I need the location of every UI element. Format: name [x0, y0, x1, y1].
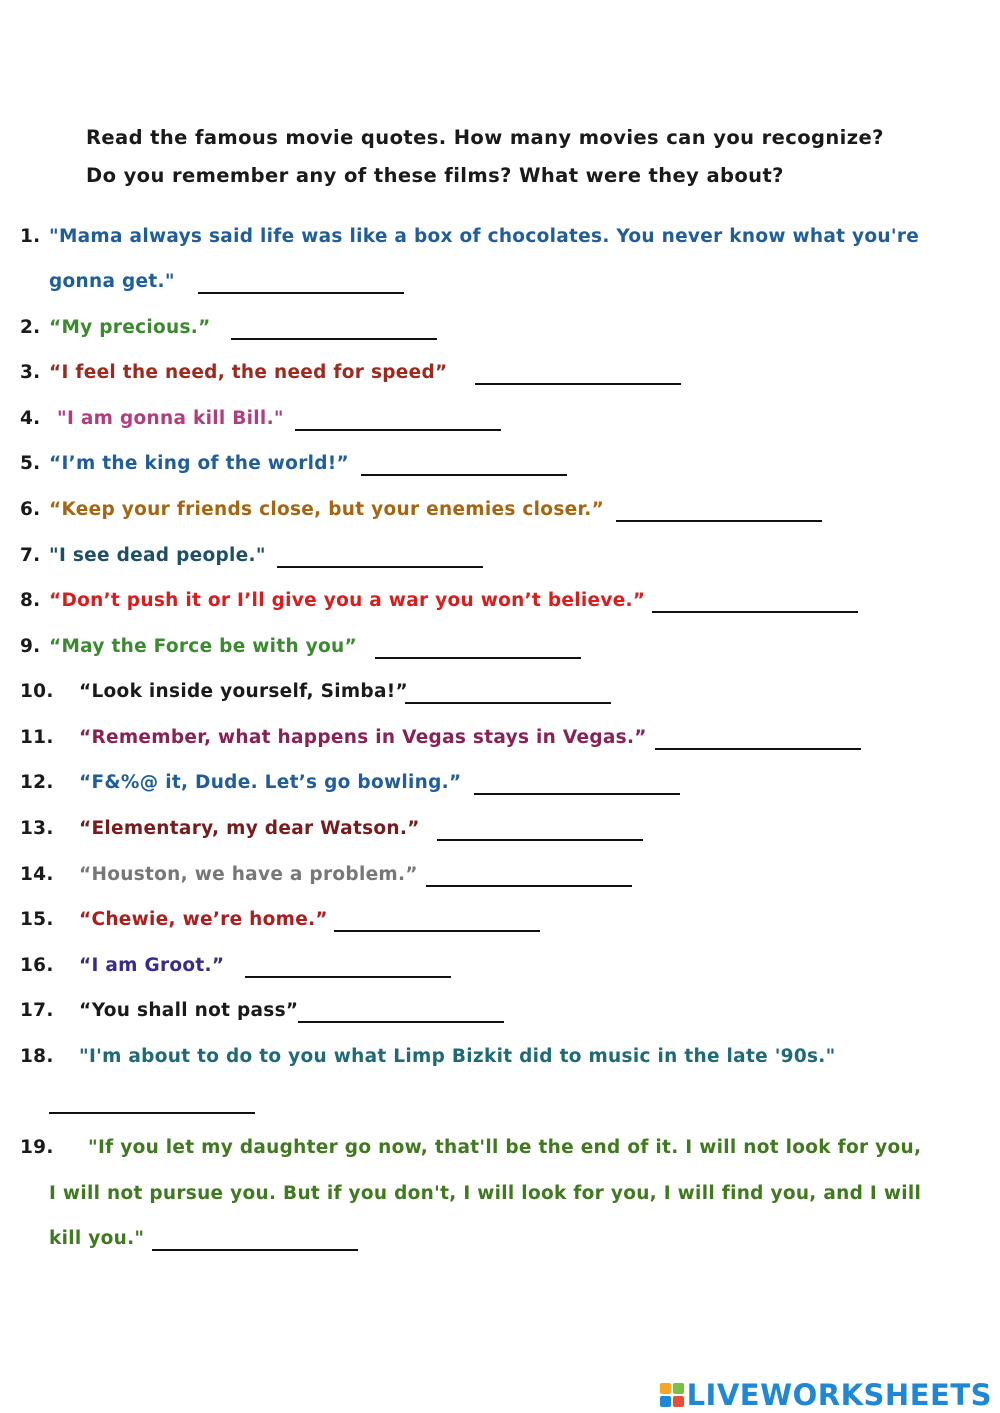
- quote-text: "I see dead people.": [49, 545, 266, 566]
- quote-text: gonna get.": [49, 271, 175, 292]
- quote-text: I will not pursue you. But if you don't, I will look for you, I will find you, and I will: [49, 1183, 922, 1204]
- instruction-line-2: Do you remember any of these films? What were they about?: [86, 164, 784, 187]
- question-number: 10.: [20, 681, 54, 702]
- quote-text: “I am Groot.”: [79, 955, 225, 976]
- answer-blank[interactable]: [49, 1112, 255, 1114]
- quote-text: "I'm about to do to you what Limp Bizkit did to music in the late '90s.": [79, 1046, 836, 1067]
- answer-blank[interactable]: [437, 839, 643, 841]
- question-number: 8.: [20, 590, 41, 611]
- question-number: 3.: [20, 362, 41, 383]
- quote-text: “Houston, we have a problem.”: [79, 864, 418, 885]
- quote-text: “Don’t push it or I’ll give you a war you won’t believe.”: [49, 590, 646, 611]
- quote-text: "I am gonna kill Bill.": [57, 408, 284, 429]
- question-number: 14.: [20, 864, 54, 885]
- answer-blank[interactable]: [198, 292, 404, 294]
- quote-text: "If you let my daughter go now, that'll be the end of it. I will not look for you,: [88, 1137, 922, 1158]
- answer-blank[interactable]: [616, 520, 822, 522]
- question-number: 17.: [20, 1000, 54, 1021]
- question-number: 9.: [20, 636, 41, 657]
- question-number: 16.: [20, 955, 54, 976]
- quote-text: kill you.": [49, 1228, 145, 1249]
- question-number: 1.: [20, 226, 41, 247]
- answer-blank[interactable]: [375, 657, 581, 659]
- answer-blank[interactable]: [295, 429, 501, 431]
- quote-text: “I’m the king of the world!”: [49, 453, 349, 474]
- question-number: 19.: [20, 1137, 54, 1158]
- quote-text: “Elementary, my dear Watson.”: [79, 818, 420, 839]
- quote-text: “May the Force be with you”: [49, 636, 357, 657]
- question-number: 11.: [20, 727, 54, 748]
- quote-text: “My precious.”: [49, 317, 211, 338]
- answer-blank[interactable]: [652, 611, 858, 613]
- answer-blank[interactable]: [152, 1249, 358, 1251]
- answer-blank[interactable]: [426, 885, 632, 887]
- answer-blank[interactable]: [245, 976, 451, 978]
- quote-text: “Chewie, we’re home.”: [79, 909, 328, 930]
- quote-text: “Look inside yourself, Simba!”: [79, 681, 408, 702]
- question-number: 4.: [20, 408, 41, 429]
- liveworksheets-brand[interactable]: [660, 1378, 992, 1412]
- question-number: 12.: [20, 772, 54, 793]
- quote-text: “You shall not pass”: [79, 1000, 299, 1021]
- answer-blank[interactable]: [334, 930, 540, 932]
- instruction-line-1: Read the famous movie quotes. How many movies can you recognize?: [86, 126, 884, 149]
- answer-blank[interactable]: [298, 1021, 504, 1023]
- question-number: 6.: [20, 499, 41, 520]
- question-number: 13.: [20, 818, 54, 839]
- quote-text: “I feel the need, the need for speed”: [49, 362, 448, 383]
- answer-blank[interactable]: [405, 702, 611, 704]
- quote-text: “Keep your friends close, but your enemies closer.”: [49, 499, 605, 520]
- question-number: 18.: [20, 1046, 54, 1067]
- quote-text: “Remember, what happens in Vegas stays in Vegas.”: [79, 727, 647, 748]
- answer-blank[interactable]: [231, 338, 437, 340]
- question-number: 15.: [20, 909, 54, 930]
- answer-blank[interactable]: [277, 566, 483, 568]
- answer-blank[interactable]: [474, 793, 680, 795]
- answer-blank[interactable]: [361, 474, 567, 476]
- liveworksheets-logo-icon: [660, 1383, 684, 1407]
- answer-blank[interactable]: [475, 383, 681, 385]
- question-number: 7.: [20, 545, 41, 566]
- quote-text: "Mama always said life was like a box of chocolates. You never know what you're: [49, 226, 920, 247]
- question-number: 2.: [20, 317, 41, 338]
- answer-blank[interactable]: [655, 748, 861, 750]
- brand-name: LIVEWORKSHEETS: [686, 1378, 992, 1412]
- question-number: 5.: [20, 453, 41, 474]
- quote-text: “F&%@ it, Dude. Let’s go bowling.”: [79, 772, 462, 793]
